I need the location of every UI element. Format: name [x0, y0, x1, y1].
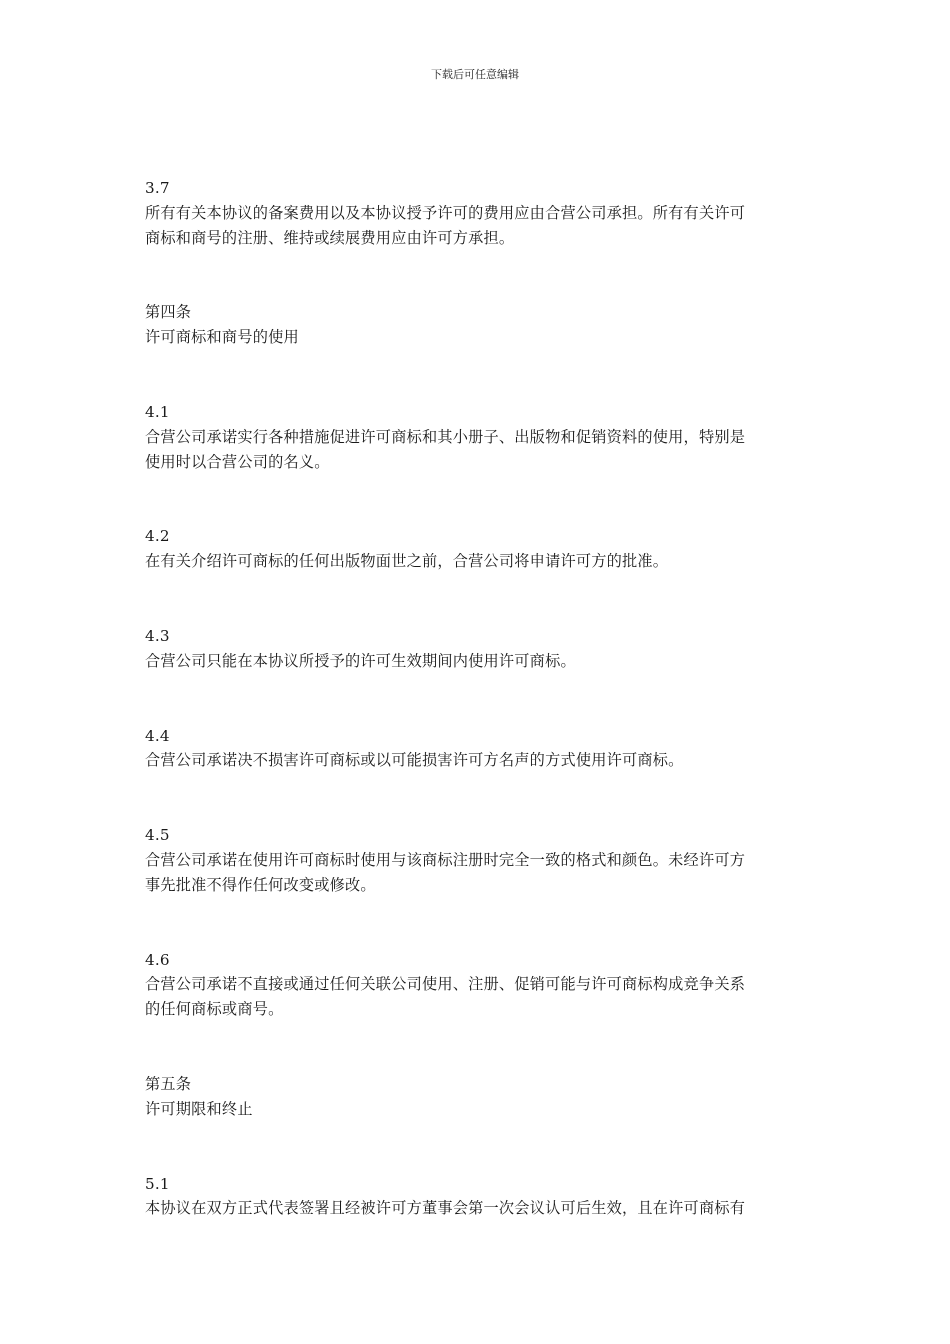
article-title: 许可商标和商号的使用 [145, 328, 299, 347]
clause-text-line: 在有关介绍许可商标的任何出版物面世之前，合营公司将申请许可方的批准。 [145, 552, 669, 571]
clause-number: 4.5 [145, 826, 170, 845]
clause-4-1 [145, 400, 815, 474]
clause-number: 4.6 [145, 950, 170, 969]
clause-text-line: 合营公司承诺不直接或通过任何关联公司使用、注册、促销可能与许可商标构成竞争关系 [145, 975, 746, 994]
clause-text-line: 所有有关本协议的备案费用以及本协议授予许可的费用应由合营公司承担。所有有关许可 [145, 203, 746, 222]
clause-4-6 [145, 948, 815, 1022]
page-header: 下载后可任意编辑 [431, 68, 519, 81]
clause-number: 4.4 [145, 726, 170, 745]
clause-text-line: 合营公司承诺实行各种措施促进许可商标和其小册子、出版物和促销资料的使用，特别是 [145, 427, 746, 446]
article-number: 第五条 [145, 1074, 192, 1093]
clause-text-line: 合营公司只能在本协议所授予的许可生效期间内使用许可商标。 [145, 651, 576, 670]
article-title: 许可期限和终止 [145, 1099, 253, 1118]
clause-number: 4.2 [145, 527, 170, 546]
clause-4-3 [145, 624, 815, 674]
clause-text-line: 合营公司承诺在使用许可商标时使用与该商标注册时完全一致的格式和颜色。未经许可方 [145, 850, 746, 869]
document-body [145, 176, 815, 1271]
clause-text-line: 合营公司承诺决不损害许可商标或以可能损害许可方名声的方式使用许可商标。 [145, 751, 684, 770]
clause-4-2 [145, 524, 815, 574]
clause-number: 3.7 [145, 179, 170, 197]
article-5 [145, 1072, 815, 1122]
clause-text-line: 商标和商号的注册、维持或续展费用应由许可方承担。 [145, 228, 515, 247]
clause-4-4 [145, 724, 815, 774]
clause-text-line: 事先批准不得作任何改变或修改。 [145, 875, 376, 894]
clause-number: 4.1 [145, 402, 170, 421]
clause-text-line: 的任何商标或商号。 [145, 1000, 284, 1019]
clause-5-1 [145, 1172, 815, 1222]
clause-4-5 [145, 823, 815, 897]
clause-text-line: 本协议在双方正式代表签署且经被许可方董事会第一次会议认可后生效，且在许可商标有 [145, 1199, 746, 1218]
article-number: 第四条 [145, 303, 192, 322]
clause-3-7 [145, 176, 815, 250]
clause-number: 4.3 [145, 626, 170, 645]
article-4 [145, 300, 815, 350]
clause-text-line: 使用时以合营公司的名义。 [145, 452, 330, 471]
clause-number: 5.1 [145, 1174, 170, 1193]
